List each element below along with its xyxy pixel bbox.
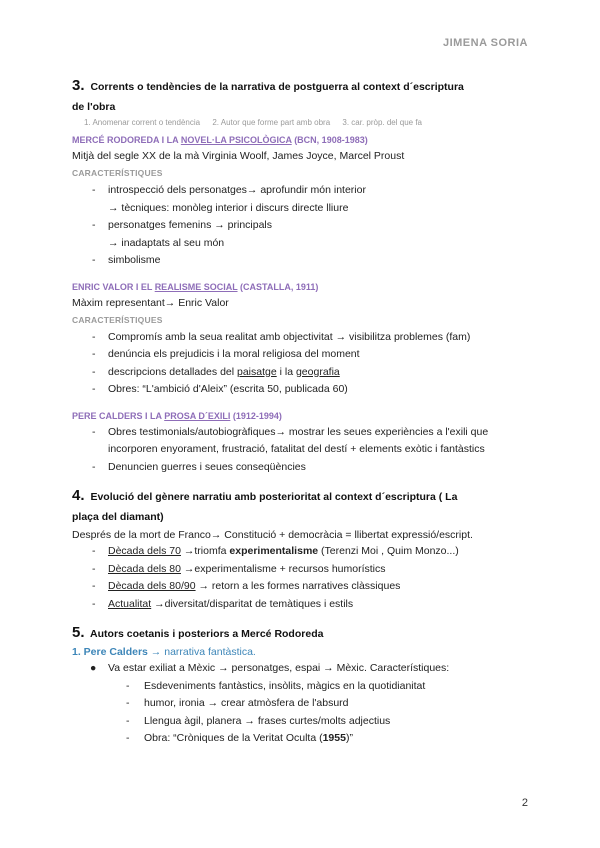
list-item <box>72 441 532 459</box>
decade-label: Dècada dels 80/90 <box>108 580 196 592</box>
calders-heading <box>72 409 532 424</box>
valor-features-list <box>72 329 532 399</box>
list-item: - Obres: “L'ambició d'Aleix” (escrita 50, publicada 60) <box>92 383 348 395</box>
list-item: - Denuncien guerres i seues conseqüències <box>92 460 306 473</box>
list-item: - denúncia els prejudicis i la moral religiosa del moment <box>92 348 360 360</box>
section-3-title <box>72 76 532 97</box>
rodoreda-intro: Mitjà del segle XX de la mà Virginia Woolf, James Joyce, Marcel Proust <box>72 150 405 162</box>
list-item-text: Esdeveniments fantàstics, insòlits, màgics en la quotidianitat <box>144 679 426 692</box>
calders-features-list <box>72 424 532 477</box>
section-5-sub-label: 1. Pere Calders <box>72 646 148 658</box>
list-item-text: →diversitat/disparitat de temàtiques i estils <box>151 597 354 610</box>
list-item-text: Llengua àgil, planera → frases curtes/molts adjectius <box>144 714 391 727</box>
list-item-text: i la <box>276 365 296 378</box>
section-4-list <box>72 543 532 613</box>
list-item: - Esdeveniments fantàstics, insòlits, màgics en la quotidianitat <box>126 679 426 692</box>
list-item-text: introspecció dels personatges→ aprofundir món interior <box>108 184 366 196</box>
list-item-text: personatges femenins → principals <box>108 219 273 231</box>
list-item-text: Obres testimonials/autobiogràfiques→ mostrar les seues experiències a l'exili que <box>108 425 489 438</box>
list-item: ● Va estar exiliat a Mèxic → personatges, espai → Mèxic. Característiques: <box>90 662 450 674</box>
section-5-inner-list <box>72 678 532 748</box>
list-item: - Llengua àgil, planera → frases curtes/molts adjectius <box>126 714 391 727</box>
subnote-2: 2. Autor que forme part amb obra <box>212 118 331 127</box>
list-item: - humor, ironia → crear atmòsfera de l'absurd <box>126 697 349 709</box>
subnote-3: 3. car. pròp. del que fa <box>342 118 422 127</box>
section-5-subheading <box>72 644 532 660</box>
valor-features-label: CARACTERÍSTIQUES <box>72 314 163 325</box>
list-item-text: denúncia els prejudicis i la moral religiosa del moment <box>108 348 360 360</box>
list-item-text: (Terenzi Moi , Quim Monzo...) <box>318 545 459 557</box>
list-item-text: Va estar exiliat a Mèxic → personatges, espai → Mèxic. Característiques: <box>108 662 450 674</box>
list-item-bold: experimentalisme <box>229 545 319 557</box>
valor-heading-suffix: (CASTALLA, 1911) <box>237 281 319 292</box>
list-item-text: Compromís amb la seua realitat amb objectivitat → visibilitza problemes (fam) <box>108 330 471 343</box>
list-item: - introspecció dels personatges→ aprofundir món interior <box>92 184 366 196</box>
list-item: - Dècada dels 70 →triomfa experimentalisme (Terenzi Moi , Quim Monzo...) <box>92 545 459 557</box>
rodoreda-heading <box>72 133 532 148</box>
list-item-text: → tècniques: monòleg interior i discurs directe lliure <box>108 201 349 214</box>
rodoreda-heading-link: NOVEL·LA PSICOLÒGICA <box>180 135 292 145</box>
list-item-underlined: geografia <box>295 365 340 378</box>
list-item-text: humor, ironia → crear atmòsfera de l'absurd <box>144 697 349 709</box>
list-item-text: → retorn a les formes narratives clàssiques <box>195 580 401 592</box>
section-3-number: 3. <box>72 77 85 94</box>
section-4-title-line2: plaça del diamant) <box>72 511 164 523</box>
list-item: - descripcions detallades del paisatge i la geografia <box>92 365 340 378</box>
calders-heading-link: PROSA D´EXILI <box>164 410 231 421</box>
valor-intro: Màxim representant→ Enric Valor <box>72 296 229 309</box>
subnote-1: 1. Anomenar corrent o tendència <box>84 118 201 127</box>
list-item <box>72 235 532 253</box>
section-5-number: 5. <box>72 624 85 641</box>
section-5-title-text: Autors coetanis i posteriors a Mercé Rodoreda <box>90 628 324 640</box>
list-item-text: incorporen enyorament, frustració, fatalitat del destí + elements exòtic i fantàstics <box>108 443 485 455</box>
section-3-title-line2: de l'obra <box>72 101 116 113</box>
decade-label: Dècada dels 70 <box>108 545 181 557</box>
work-prefix: Obra: “Cròniques de la Veritat Oculta ( <box>144 732 323 744</box>
list-item: - simbolisme <box>92 254 161 266</box>
list-item <box>72 200 532 218</box>
author-name: JIMENA SORIA <box>442 37 528 49</box>
list-item: - Compromís amb la seua realitat amb objectivitat → visibilitza problemes (fam) <box>92 330 471 343</box>
calders-heading-suffix: (1912-1994) <box>230 410 282 421</box>
section-5-sub-rest: → narrativa fantàstica. <box>147 646 256 658</box>
list-item-underlined: paisatge <box>237 365 277 378</box>
decade-label: Actualitat <box>108 597 152 610</box>
section-4-title-line1: Evolució del gènere narratiu amb posterioritat al context d´escriptura ( La <box>90 491 458 503</box>
list-item-text: → inadaptats al seu món <box>108 236 225 249</box>
work-year: 1955 <box>322 732 346 744</box>
page-content <box>72 76 532 748</box>
list-item: - Obra: “Cròniques de la Veritat Oculta (1955)” <box>126 732 353 744</box>
section-4-title <box>72 486 532 507</box>
valor-heading-prefix: ENRIC VALOR I EL <box>72 281 155 292</box>
calders-heading-prefix: PERE CALDERS I LA <box>72 410 165 421</box>
rodoreda-heading-prefix: MERCÉ RODOREDA I LA <box>72 135 181 145</box>
valor-heading-link: REALISME SOCIAL <box>154 281 238 292</box>
list-item: - Dècada dels 80/90 → retorn a les formes narratives clàssiques <box>92 580 401 592</box>
valor-heading <box>72 280 532 295</box>
list-item-text: simbolisme <box>108 254 161 266</box>
list-item-text: Denuncien guerres i seues conseqüències <box>108 460 306 473</box>
list-item-text: →experimentalisme + recursos humorístics <box>180 562 386 575</box>
list-item: - Obres testimonials/autobiogràfiques→ mostrar les seues experiències a l'exili que <box>92 425 489 438</box>
section-5-title <box>72 623 532 644</box>
rodoreda-features-label: CARACTERÍSTIQUES <box>72 168 163 178</box>
section-5-bullets <box>72 660 532 678</box>
list-item: - Actualitat →diversitat/disparitat de temàtiques i estils <box>92 597 354 610</box>
section-4-intro: Després de la mort de Franco→ Constitució + democràcia = llibertat expressió/escript. <box>72 529 473 541</box>
rodoreda-features-list <box>72 182 532 270</box>
list-item-text: →triomfa <box>180 545 230 557</box>
rodoreda-heading-suffix: (BCN, 1908-1983) <box>291 135 368 145</box>
work-suffix: )” <box>345 732 353 744</box>
page-number: 2 <box>521 797 528 809</box>
list-item: - personatges femenins → principals <box>92 219 273 231</box>
list-item-text: Obres: “L'ambició d'Aleix” (escrita 50, publicada 60) <box>108 383 348 395</box>
list-item: - Dècada dels 80 →experimentalisme + recursos humorístics <box>92 562 386 575</box>
section-4-number: 4. <box>72 487 85 504</box>
list-item-text: descripcions detallades del <box>108 365 237 378</box>
section-3-title-line1: Corrents o tendències de la narrativa de postguerra al context d´escriptura <box>90 81 464 93</box>
section-3-subnotes <box>84 117 532 129</box>
decade-label: Dècada dels 80 <box>108 562 181 575</box>
